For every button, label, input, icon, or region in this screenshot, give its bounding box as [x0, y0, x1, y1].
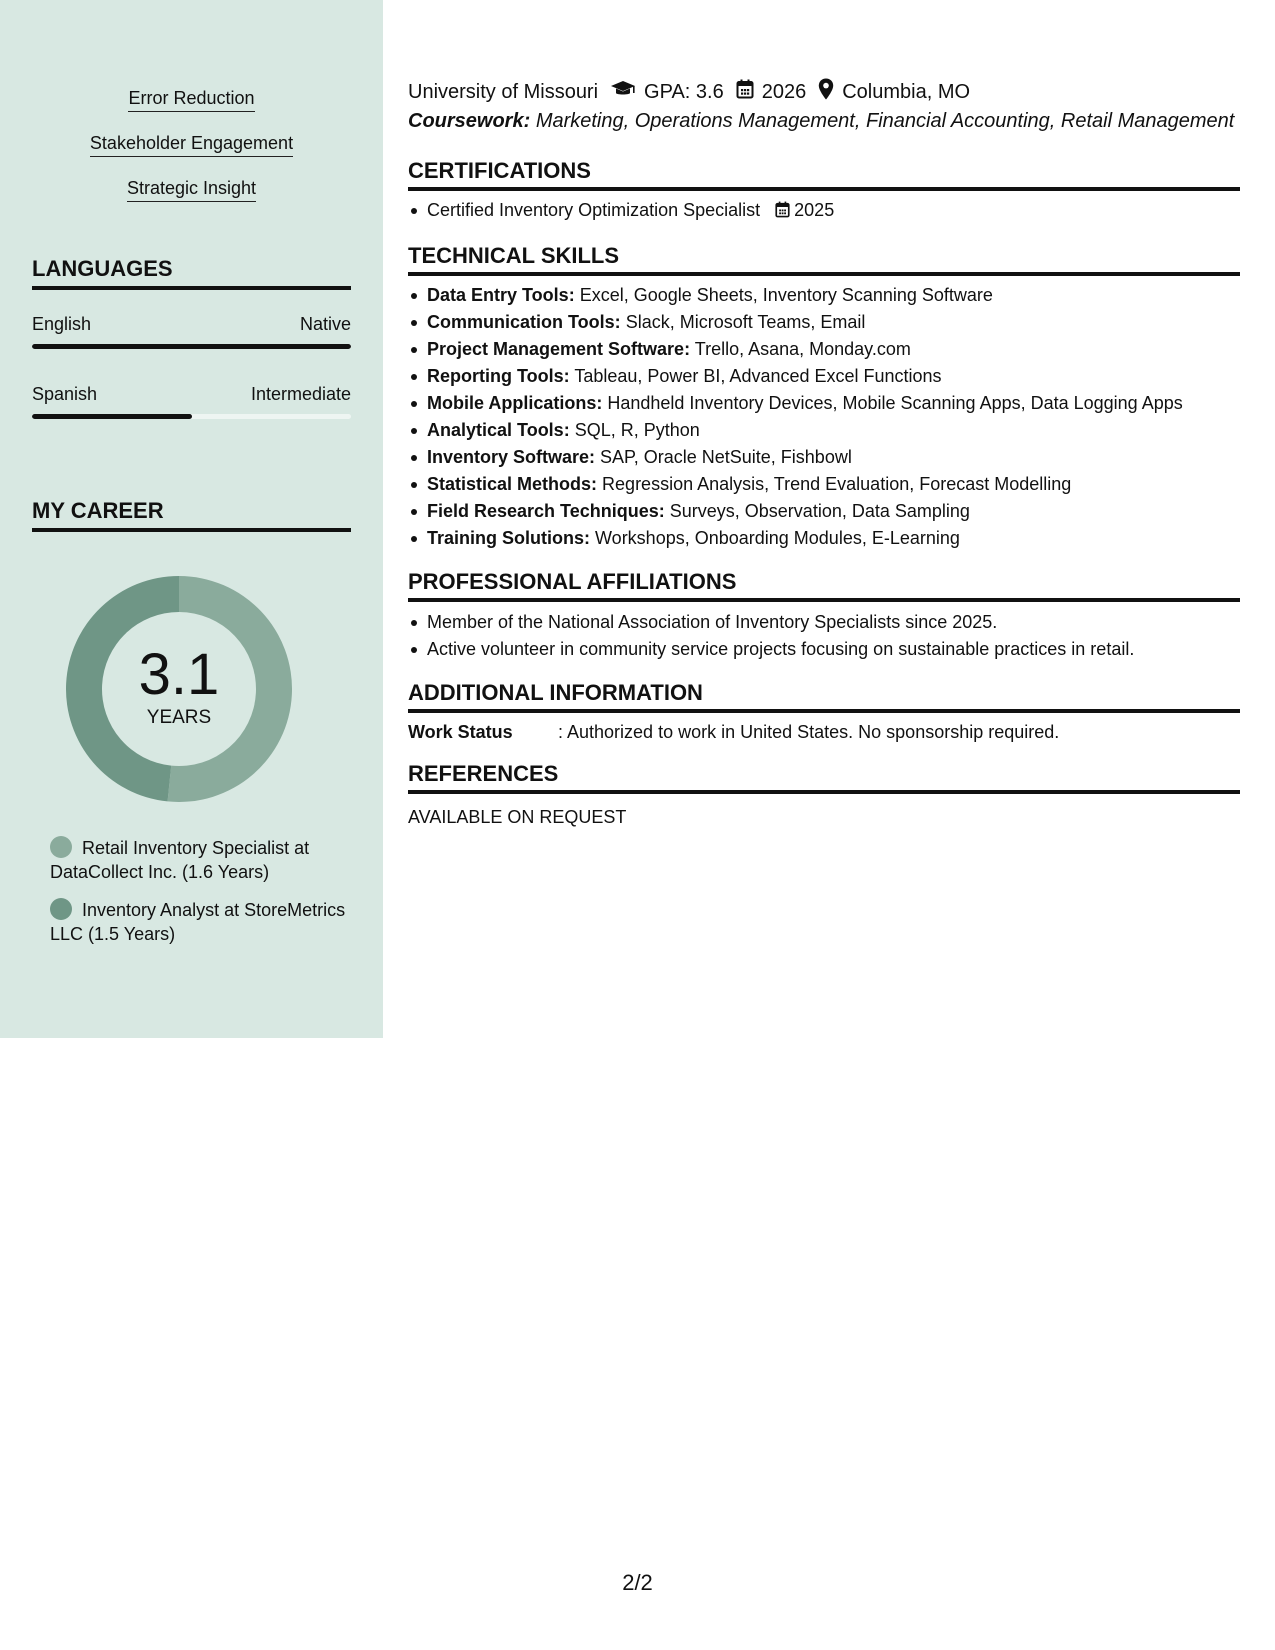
affiliations-list	[408, 609, 1240, 663]
list-item: Mobile Applications: Handheld Inventory Devices, Mobile Scanning Apps, Data Logging Apps	[408, 390, 1240, 417]
location-pin-icon	[818, 78, 834, 106]
work-status-label: Work Status	[408, 722, 513, 742]
technical-skills-heading: TECHNICAL SKILLS	[408, 242, 1240, 276]
work-status-value: : Authorized to work in United States. No sponsorship required.	[558, 722, 1060, 742]
education-line	[408, 78, 970, 106]
work-status-row	[408, 722, 1059, 743]
list-item: Data Entry Tools: Excel, Google Sheets, Inventory Scanning Software	[408, 282, 1240, 309]
calendar-icon	[775, 199, 790, 226]
technical-skills-list	[408, 282, 1240, 552]
language-proficiency-bar	[32, 344, 351, 349]
certification-name: Certified Inventory Optimization Specialist	[427, 200, 761, 220]
career-total-value: 3.1	[138, 642, 220, 707]
list-item: Analytical Tools: SQL, R, Python	[408, 417, 1240, 444]
languages-heading: LANGUAGES	[32, 256, 351, 290]
list-item: Project Management Software: Trello, Asana, Monday.com	[408, 336, 1240, 363]
list-item: Communication Tools: Slack, Microsoft Teams, Email	[408, 309, 1240, 336]
career-heading: MY CAREER	[32, 498, 351, 532]
graduation-year: 2026	[761, 80, 807, 103]
career-legend-item: Retail Inventory Specialist at DataCollect Inc. (1.6 Years)	[50, 838, 310, 882]
language-level: Intermediate	[250, 384, 351, 404]
references-text: AVAILABLE ON REQUEST	[408, 807, 627, 827]
list-item: Inventory Software: SAP, Oracle NetSuite, Fishbowl	[408, 444, 1240, 471]
list-item: Field Research Techniques: Surveys, Observation, Data Sampling	[408, 498, 1240, 525]
sidebar	[0, 0, 383, 1038]
language-name: Spanish	[32, 384, 98, 404]
language-proficiency-bar	[32, 414, 351, 419]
language-row	[32, 314, 351, 335]
skill-tag: Error Reduction	[0, 88, 383, 109]
list-item: Statistical Methods: Regression Analysis, Trend Evaluation, Forecast Modelling	[408, 471, 1240, 498]
skill-tag: Stakeholder Engagement	[0, 133, 383, 154]
language-row	[32, 384, 351, 405]
legend-dot-icon	[50, 836, 72, 858]
language-proficiency-fill	[32, 414, 192, 419]
language-name: English	[32, 314, 92, 334]
coursework-label: Coursework:	[408, 110, 531, 132]
certification-year: 2025	[794, 200, 835, 220]
coursework-list: Marketing, Operations Management, Financial Accounting, Retail Management	[535, 110, 1235, 132]
additional-info-heading: ADDITIONAL INFORMATION	[408, 679, 1240, 713]
career-legend-item: Inventory Analyst at StoreMetrics LLC (1.5 Years)	[50, 900, 346, 944]
graduation-cap-icon	[610, 80, 636, 104]
career-total	[66, 644, 292, 730]
page-number: 2/2	[622, 1570, 653, 1595]
legend-dot-icon	[50, 898, 72, 920]
list-item: Reporting Tools: Tableau, Power BI, Advanced Excel Functions	[408, 363, 1240, 390]
language-proficiency-fill	[32, 344, 351, 349]
gpa: GPA: 3.6	[644, 80, 724, 103]
list-item	[408, 197, 1240, 226]
list-item: Training Solutions: Workshops, Onboarding Modules, E-Learning	[408, 525, 1240, 552]
coursework-line	[408, 110, 1234, 133]
calendar-icon	[736, 79, 754, 105]
school-location: Columbia, MO	[842, 80, 971, 103]
affiliations-heading: PROFESSIONAL AFFILIATIONS	[408, 568, 1240, 602]
career-total-unit: YEARS	[146, 707, 212, 728]
skill-tag: Strategic Insight	[0, 178, 383, 199]
list-item: Member of the National Association of Inventory Specialists since 2025.	[408, 609, 1240, 636]
list-item: Active volunteer in community service projects focusing on sustainable practices in retail.	[408, 636, 1240, 663]
school-name: University of Missouri	[408, 80, 599, 103]
language-level: Native	[299, 314, 351, 334]
certifications-heading: CERTIFICATIONS	[408, 157, 1240, 191]
certifications-list	[408, 197, 1240, 226]
references-heading: REFERENCES	[408, 760, 1240, 794]
